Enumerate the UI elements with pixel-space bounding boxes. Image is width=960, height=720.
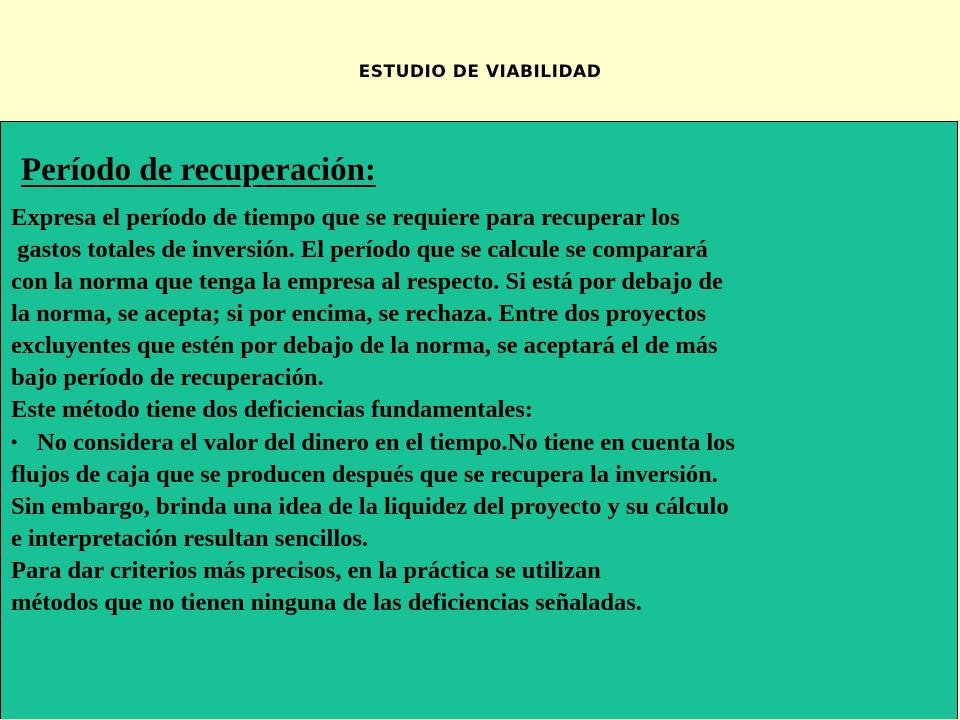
section-heading: Período de recuperación: (21, 152, 376, 188)
paragraph-line: e interpretación resultan sencillos. (11, 525, 369, 552)
paragraph-line: bajo período de recuperación. (11, 364, 324, 391)
paragraph-line: la norma, se acepta; si por encima, se rechaza. Entre dos proyectos (11, 300, 706, 327)
bullet-icon: • (11, 432, 18, 452)
slide-header (0, 0, 960, 121)
body-text (11, 202, 956, 619)
paragraph-line: Expresa el período de tiempo que se requiere para recuperar los (11, 204, 680, 231)
paragraph-line: Para dar criterios más precisos, en la práctica se utilizan (11, 557, 601, 584)
paragraph-line: excluyentes que estén por debajo de la norma, se aceptará el de más (11, 332, 718, 359)
bullet-item (11, 426, 956, 459)
paragraph-line: Sin embargo, brinda una idea de la liquidez del proyecto y su cálculo (11, 493, 729, 520)
slide-title: ESTUDIO DE VIABILIDAD (358, 62, 602, 82)
paragraph-line: métodos que no tienen ninguna de las deficiencias señaladas. (11, 589, 642, 616)
paragraph-line: Este método tiene dos deficiencias fundamentales: (11, 396, 533, 423)
paragraph-line: flujos de caja que se producen después que se recupera la inversión. (11, 461, 718, 488)
paragraph-line: con la norma que tenga la empresa al respecto. Si está por debajo de (11, 268, 723, 295)
content-panel (0, 121, 958, 719)
bullet-text: No considera el valor del dinero en el tiempo.No tiene en cuenta los (37, 429, 735, 456)
paragraph-line: gastos totales de inversión. El período que se calcule se comparará (11, 236, 708, 263)
